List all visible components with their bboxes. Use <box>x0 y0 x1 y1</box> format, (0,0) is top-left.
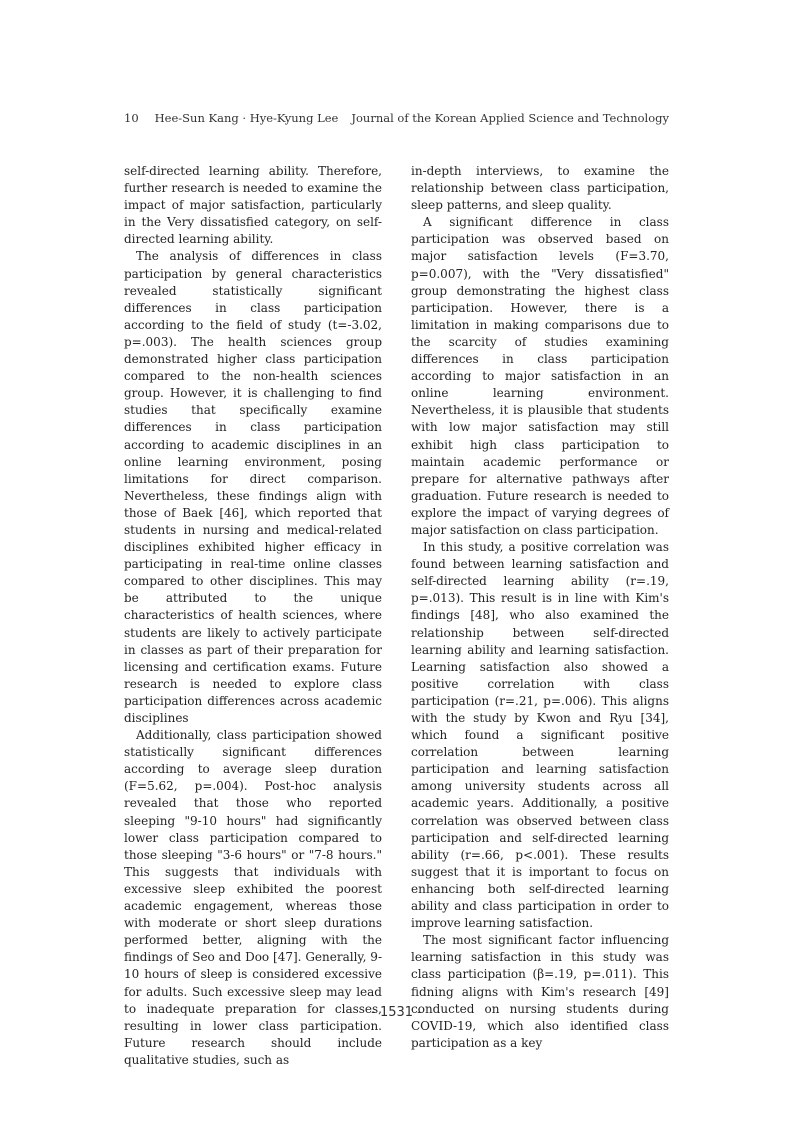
right-text-column <box>411 163 669 1052</box>
header-journal-title: Journal of the Korean Applied Science and Technology <box>351 111 669 125</box>
header-authors: Hee-Sun Kang · Hye-Kyung Lee <box>154 111 339 125</box>
paragraph: The analysis of differences in class participation by general characteristics revealed statistically significant differences in class participation according to the field of study (t=-3.02, p=.003). The health sciences group demonstrated higher class participation compared to the non-health sciences group. However, it is challenging to find studies that specifically examine differences in class participation according to academic disciplines in an online learning environment, posing limitations for direct comparison. Nevertheless, these findings align with those of Baek [46], which reported that students in nursing and medical-related disciplines exhibited higher efficacy in participating in real-time online classes compared to other disciplines. This may be attributed to the unique characteristics of health sciences, where students are likely to actively participate in classes as part of their preparation for licensing and certification exams. Future research is needed to explore class participation differences across academic disciplines <box>124 249 382 725</box>
header-left <box>124 111 338 125</box>
left-text-column <box>124 163 382 1069</box>
paragraph: The most significant factor influencing learning satisfaction in this study was class participation (β=.19, p=.011). This fidning aligns with Kim's research [49] conducted on nursing students during COVID-19, which also identified class participation as a key <box>411 933 669 1050</box>
page-number-footer: - 1531 - <box>371 1005 422 1020</box>
paragraph: In this study, a positive correlation was found between learning satisfaction and self-directed learning ability (r=.19, p=.013). This result is in line with Kim's findings [48], who also examined the relationship between self-directed learning ability and learning satisfaction. Learning satisfaction also showed a positive correlation with class participation (r=.21, p=.006). This aligns with the study by Kwon and Ryu [34], which found a significant positive correlation between learning participation and learning satisfaction among university students across all academic years. Additionally, a positive correlation was observed between class participation and self-directed learning ability (r=.66, p<.001). These results suggest that it is important to focus on enhancing both self-directed learning ability and class participation in order to improve learning satisfaction. <box>411 540 669 931</box>
paragraph: self-directed learning ability. Therefore, further research is needed to examine the impact of major satisfaction, particularly in the Very dissatisfied category, on self-directed learning ability. <box>124 164 382 247</box>
header-page-number: 10 <box>124 111 139 125</box>
paragraph: Additionally, class participation showed statistically significant differences according to average sleep duration (F=5.62, p=.004). Post-hoc analysis revealed that those who reported sleeping "9-10 hours" had significantly lower class participation compared to those sleeping "3-6 hours" or "7-8 hours." This suggests that individuals with excessive sleep exhibited the poorest academic engagement, whereas those with moderate or short sleep durations performed better, aligning with the findings of Seo and Doo [47]. Generally, 9-10 hours of sleep is considered excessive for adults. Such excessive sleep may lead to inadequate preparation for classes, resulting in lower class participation. Future research should include qualitative studies, such as <box>124 728 382 1067</box>
paragraph: in-depth interviews, to examine the relationship between class participation, sleep patterns, and sleep quality. <box>411 164 669 213</box>
paragraph: A significant difference in class participation was observed based on major satisfaction levels (F=3.70, p=0.007), with the "Very dissatisfied" group demonstrating the highest class participation. However, there is a limitation in making comparisons due to the scarcity of studies examining differences in class participation according to major satisfaction in an online learning environment. Nevertheless, it is plausible that students with low major satisfaction may still exhibit high class participation to maintain academic performance or prepare for alternative pathways after graduation. Future research is needed to explore the impact of varying degrees of major satisfaction on class participation. <box>411 215 669 537</box>
running-header <box>124 111 669 127</box>
